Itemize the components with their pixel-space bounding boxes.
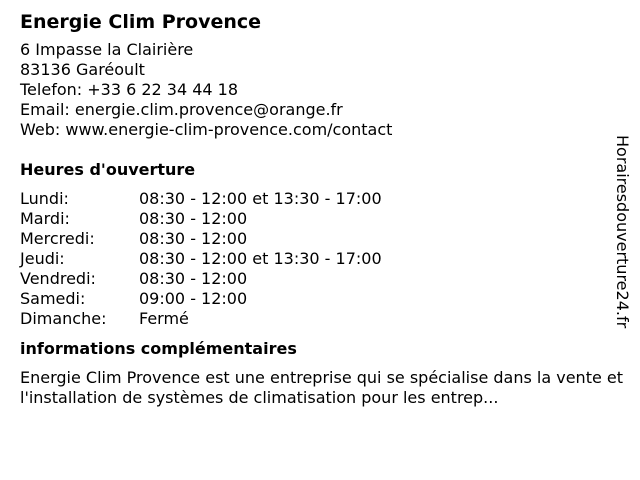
hours-row-wednesday xyxy=(20,229,620,249)
day-label: Vendredi: xyxy=(20,269,96,288)
info-heading: informations complémentaires xyxy=(20,339,297,358)
hours-row-thursday xyxy=(20,249,620,269)
hours-row-saturday xyxy=(20,289,620,309)
day-label: Jeudi: xyxy=(20,249,65,268)
hours-heading: Heures d'ouverture xyxy=(20,160,196,179)
hours-value: 09:00 - 12:00 xyxy=(139,289,248,308)
web-line: Web: www.energie-clim-provence.com/contact xyxy=(20,120,393,139)
address-street: 6 Impasse la Clairière xyxy=(20,40,194,59)
business-description: Energie Clim Provence est une entreprise qui se spécialise dans la vente et l'installation de systèmes de climatisation pour les entrep... xyxy=(20,368,624,407)
hours-value: 08:30 - 12:00 xyxy=(139,229,248,248)
day-label: Lundi: xyxy=(20,189,69,208)
address-city: 83136 Garéoult xyxy=(20,60,145,79)
day-label: Mardi: xyxy=(20,209,70,228)
hours-row-friday xyxy=(20,269,620,289)
hours-table xyxy=(20,189,620,329)
hours-row-monday xyxy=(20,189,620,209)
business-name: Energie Clim Provence xyxy=(20,11,262,33)
site-watermark: Horairesdouverture24.fr xyxy=(613,135,632,329)
email-line: Email: energie.clim.provence@orange.fr xyxy=(20,100,343,119)
hours-value: 08:30 - 12:00 et 13:30 - 17:00 xyxy=(139,189,382,208)
hours-row-sunday xyxy=(20,309,620,329)
phone-line: Telefon: +33 6 22 34 44 18 xyxy=(20,80,239,99)
hours-value: 08:30 - 12:00 xyxy=(139,269,248,288)
hours-value: 08:30 - 12:00 et 13:30 - 17:00 xyxy=(139,249,382,268)
hours-value: 08:30 - 12:00 xyxy=(139,209,248,228)
day-label: Samedi: xyxy=(20,289,86,308)
hours-row-tuesday xyxy=(20,209,620,229)
day-label: Mercredi: xyxy=(20,229,95,248)
day-label: Dimanche: xyxy=(20,309,107,328)
hours-value: Fermé xyxy=(139,309,189,328)
